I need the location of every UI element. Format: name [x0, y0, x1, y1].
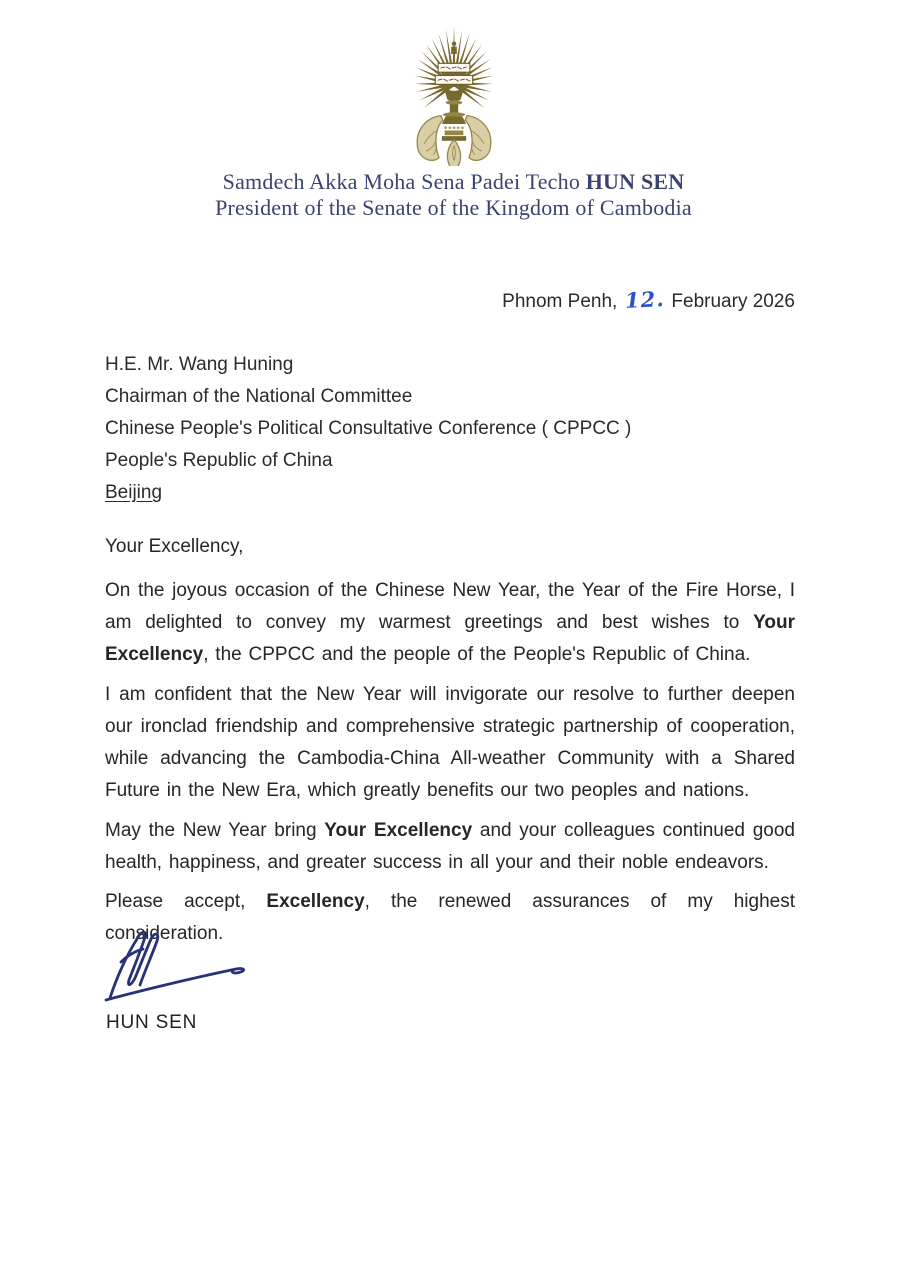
salutation: Your Excellency, [105, 536, 244, 557]
signatory-name: HUN SEN [106, 1012, 198, 1033]
letterhead-subtitle: President of the Senate of the Kingdom of Cambodia [215, 195, 692, 220]
recipient-organization: Chinese People's Political Consultative Conference ( CPPCC ) [105, 418, 632, 439]
dateline: Phnom Penh, 12. February 2026 [502, 285, 795, 314]
letterhead [0, 169, 907, 221]
body-paragraph-2: I am confident that the New Year will invigorate our resolve to further deepen our ironclad friendship and comprehensive strategic partnership of cooperation, while advancing the Cambodia-China All-weather Community with a Shared Future in the New Era, which greatly benefits our two peoples and nations. [105, 684, 795, 801]
recipient-city: Beijing [105, 482, 163, 503]
body-paragraph-3: May the New Year bring Your Excellency and your colleagues continued good health, happiness, and greater success in all your and their noble endeavors. [105, 820, 795, 873]
recipient-block [105, 349, 631, 509]
letterhead-title: Samdech Akka Moha Sena Padei Techo HUN SEN [222, 169, 685, 194]
body-paragraph-1: On the joyous occasion of the Chinese New Year, the Year of the Fire Horse, I am delighted to convey my warmest greetings and best wishes to Your Excellency, the CPPCC and the people of the People's Republic of China. [105, 580, 795, 665]
recipient-country: People's Republic of China [105, 450, 333, 471]
recipient-name: H.E. Mr. Wang Huning [105, 354, 294, 375]
recipient-title: Chairman of the National Committee [105, 386, 413, 407]
handwritten-signature-icon [98, 926, 266, 1008]
body-paragraph-4: Please accept, Excellency, the renewed assurances of my highest consideration. [105, 891, 795, 944]
cambodia-royal-emblem-icon [406, 26, 502, 166]
